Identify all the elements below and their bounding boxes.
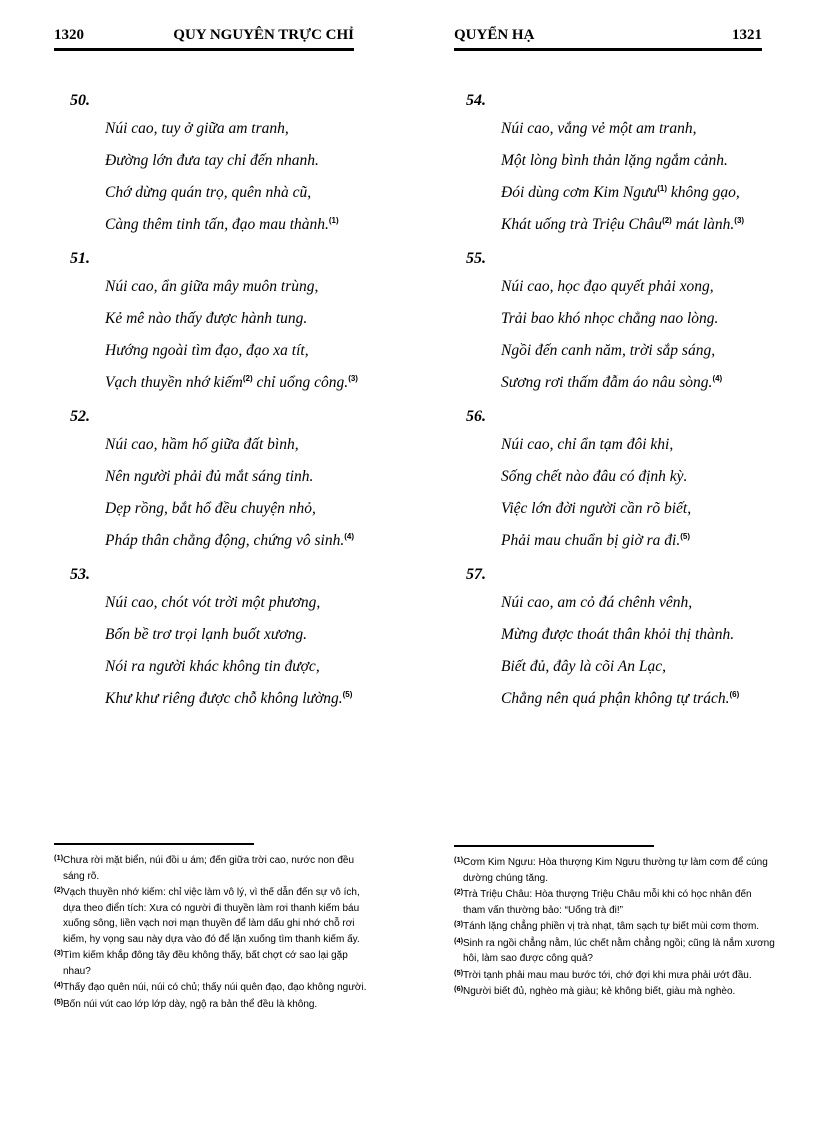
footnote bbox=[454, 919, 776, 935]
left-footnote-rule bbox=[54, 843, 254, 845]
verse-line bbox=[105, 429, 388, 461]
verse-text: Đói dùng cơm Kim Ngưu bbox=[501, 184, 658, 201]
verse-text: Phải mau chuẩn bị giờ ra đi. bbox=[501, 532, 681, 549]
footnote-mark: (1) bbox=[454, 855, 464, 864]
right-page bbox=[408, 0, 816, 1123]
left-footnotes bbox=[54, 853, 368, 1013]
verse-text: Núi cao, chỉ ẩn tạm đôi khi, bbox=[501, 436, 674, 453]
poem-number: 51. bbox=[70, 250, 90, 267]
verse-line bbox=[501, 651, 796, 683]
verse-text: Hướng ngoài tìm đạo, đạo xa tít, bbox=[105, 342, 309, 359]
verse-line bbox=[105, 461, 388, 493]
left-poems bbox=[70, 88, 388, 720]
verse-line bbox=[105, 619, 388, 651]
verse-text: Núi cao, vắng vẻ một am tranh, bbox=[501, 120, 697, 137]
verse-text: Càng thêm tinh tấn, đạo mau thành. bbox=[105, 216, 329, 233]
verse-line bbox=[501, 525, 796, 557]
poem-block bbox=[466, 562, 796, 715]
verse-text: không gạo, bbox=[667, 184, 740, 201]
poem-block bbox=[70, 246, 388, 399]
verse-line bbox=[105, 271, 388, 303]
verse-text: Sương rơi thấm đẫm áo nâu sòng. bbox=[501, 374, 713, 391]
footnote-ref: (2) bbox=[662, 215, 672, 225]
footnote-text: Thấy đạo quên núi, núi có chủ; thấy núi quên đạo, đạo không người. bbox=[63, 982, 367, 993]
verse-line bbox=[501, 493, 796, 525]
poem-number: 50. bbox=[70, 92, 90, 109]
right-poems bbox=[466, 88, 796, 720]
footnote-text: Chưa rời mặt biển, núi đồi u ám; đến giữa trời cao, nước non đều sáng rõ. bbox=[63, 855, 355, 882]
verse-text: Bốn bề trơ trọi lạnh buốt xương. bbox=[105, 626, 307, 643]
footnote-text: Trà Triệu Châu: Hòa thượng Triệu Châu mỗi khi có học nhân đến tham vấn thường bảo: “Uống trà đi!” bbox=[463, 889, 752, 916]
verse-line bbox=[501, 177, 796, 209]
footnote bbox=[54, 980, 368, 996]
footnote-text: Vạch thuyền nhớ kiếm: chỉ việc làm vô lý, vì thế dẫn đến sự vô ích, dựa theo điển tích: Xưa có người đi thuyền làm rơi thanh kiếm báu xuống sông, liền vạch nơi mạn thuyền để làm dấu ghi nhớ chỗ rơi kiếm, hy vọng sau này dựa vào đó để lặn xuống tìm thanh kiếm ấy. bbox=[63, 887, 360, 945]
left-running-title: QUY NGUYÊN TRỰC CHỈ bbox=[173, 27, 354, 43]
footnote bbox=[54, 997, 368, 1013]
verse-text: mát lành. bbox=[671, 216, 735, 233]
footnote-ref: (1) bbox=[328, 215, 339, 225]
verse-text: Núi cao, ẩn giữa mây muôn trùng, bbox=[105, 278, 319, 295]
footnote-ref: (4) bbox=[344, 531, 354, 541]
verse-text: Nói ra người khác không tin được, bbox=[105, 658, 320, 675]
verse-line bbox=[105, 303, 388, 335]
footnote-mark: (4) bbox=[454, 935, 464, 945]
footnote-ref: (4) bbox=[712, 373, 723, 383]
poem-block bbox=[70, 88, 388, 241]
footnote-ref: (5) bbox=[680, 531, 690, 541]
right-page-header bbox=[454, 24, 762, 48]
footnote-text: Sinh ra ngồi chẳng nằm, lúc chết nằm chẳng ngồi; cũng là nắm xương hôi, làm sao được công quả? bbox=[463, 937, 775, 964]
footnote-text: Bốn núi vút cao lớp lớp dày, ngộ ra bản thể đều là không. bbox=[63, 998, 318, 1010]
footnote bbox=[454, 968, 776, 984]
verse-line bbox=[501, 367, 796, 399]
footnote-mark: (3) bbox=[454, 919, 464, 928]
footnote bbox=[454, 887, 776, 918]
verse-line bbox=[105, 335, 388, 367]
verse-line bbox=[105, 493, 388, 525]
left-page-number: 1320 bbox=[54, 27, 84, 43]
footnote-mark: (5) bbox=[54, 996, 64, 1006]
verse-line bbox=[501, 461, 796, 493]
verse-line bbox=[105, 683, 388, 715]
verse-line bbox=[501, 271, 796, 303]
footnote-text: Người biết đủ, nghèo mà giàu; kẻ không biết, giàu mà nghèo. bbox=[463, 986, 736, 997]
footnote-ref: (3) bbox=[348, 373, 358, 383]
verse-text: Kẻ mê nào thấy được hành tung. bbox=[105, 310, 308, 327]
verse-line bbox=[105, 525, 388, 557]
footnote-mark: (2) bbox=[54, 885, 64, 894]
right-footnotes bbox=[454, 855, 776, 1001]
verse-text: Chẳng nên quá phận không tự trách. bbox=[501, 690, 730, 707]
verse-line bbox=[105, 651, 388, 683]
right-page-number: 1321 bbox=[732, 27, 762, 43]
verse-text: Khư khư riêng được chỗ không lường. bbox=[105, 690, 343, 707]
poem-number: 53. bbox=[70, 566, 90, 583]
poem-block bbox=[466, 404, 796, 557]
left-header-rule bbox=[54, 48, 354, 51]
footnote-ref: (6) bbox=[729, 689, 740, 699]
verse-line bbox=[105, 177, 388, 209]
footnote-text: Cơm Kim Ngưu: Hòa thượng Kim Ngưu thường tự làm cơm để cúng dường chúng tăng. bbox=[463, 857, 768, 884]
verse-text: Biết đủ, đây là cõi An Lạc, bbox=[501, 658, 667, 675]
verse-text: Trải bao khó nhọc chẳng nao lòng. bbox=[501, 310, 719, 327]
verse-text: Ngồi đến canh năm, trời sắp sáng, bbox=[501, 342, 716, 359]
poem-block bbox=[70, 562, 388, 715]
verse-line bbox=[501, 209, 796, 241]
verse-line bbox=[501, 145, 796, 177]
verse-line bbox=[501, 335, 796, 367]
verse-line bbox=[501, 303, 796, 335]
verse-text: Dẹp rồng, bắt hổ đều chuyện nhỏ, bbox=[105, 500, 316, 517]
left-page-header bbox=[54, 24, 354, 48]
verse-text: Núi cao, tuy ở giữa am tranh, bbox=[105, 120, 289, 137]
footnote bbox=[54, 885, 368, 947]
footnote-mark: (6) bbox=[454, 984, 464, 993]
verse-text: Chớ dừng quán trọ, quên nhà cũ, bbox=[105, 184, 312, 201]
verse-text: Núi cao, chót vót trời một phương, bbox=[105, 594, 321, 611]
verse-text: Một lòng bình thản lặng ngắm cảnh. bbox=[501, 152, 728, 169]
verse-line bbox=[105, 145, 388, 177]
right-footnote-rule bbox=[454, 845, 654, 847]
footnote-text: Trời tạnh phải mau mau bước tới, chớ đợi khi mưa phải ướt đầu. bbox=[463, 969, 752, 981]
poem-block bbox=[466, 246, 796, 399]
verse-text: Sống chết nào đâu có định kỳ. bbox=[501, 468, 688, 485]
footnote-ref: (1) bbox=[657, 183, 668, 193]
verse-line bbox=[105, 209, 388, 241]
footnote-ref: (5) bbox=[342, 689, 353, 699]
poem-number: 54. bbox=[466, 92, 486, 109]
verse-line bbox=[501, 587, 796, 619]
footnote-mark: (1) bbox=[54, 853, 64, 862]
verse-text: Đường lớn đưa tay chỉ đến nhanh. bbox=[105, 152, 319, 169]
footnote bbox=[454, 984, 776, 1000]
right-running-title: QUYỂN HẠ bbox=[454, 27, 535, 43]
verse-text: Núi cao, học đạo quyết phải xong, bbox=[501, 278, 714, 295]
footnote-mark: (3) bbox=[54, 948, 64, 957]
footnote-mark: (2) bbox=[454, 887, 464, 896]
verse-text: Vạch thuyền nhớ kiếm bbox=[105, 374, 243, 391]
verse-text: Pháp thân chẳng động, chứng vô sinh. bbox=[105, 532, 345, 549]
poem-block bbox=[70, 404, 388, 557]
poem-number: 56. bbox=[466, 408, 486, 425]
right-header-rule bbox=[454, 48, 762, 51]
footnote-mark: (4) bbox=[54, 980, 64, 989]
footnote bbox=[54, 853, 368, 884]
poem-number: 52. bbox=[70, 408, 90, 425]
footnote-text: Tìm kiếm khắp đông tây đều không thấy, bất chợt cớ sao lại gặp nhau? bbox=[63, 950, 348, 977]
footnote bbox=[454, 936, 776, 967]
verse-line bbox=[105, 587, 388, 619]
footnote-text: Tánh lặng chẳng phiền vị trà nhạt, tâm sạch tự biết mùi cơm thơm. bbox=[463, 921, 760, 932]
verse-line bbox=[105, 113, 388, 145]
footnote-ref: (3) bbox=[734, 215, 745, 225]
footnote-ref: (2) bbox=[242, 373, 253, 383]
footnote bbox=[54, 948, 368, 979]
verse-text: Khát uống trà Triệu Châu bbox=[501, 216, 663, 233]
verse-text: chỉ uổng công. bbox=[252, 374, 349, 391]
footnote-mark: (5) bbox=[454, 967, 464, 977]
footnote bbox=[454, 855, 776, 886]
poem-number: 55. bbox=[466, 250, 486, 267]
poem-block bbox=[466, 88, 796, 241]
verse-line bbox=[501, 619, 796, 651]
verse-text: Núi cao, am cỏ đá chênh vênh, bbox=[501, 594, 693, 611]
verse-text: Mừng được thoát thân khỏi thị thành. bbox=[501, 626, 735, 643]
verse-text: Việc lớn đời người cần rõ biết, bbox=[501, 500, 692, 517]
verse-line bbox=[105, 367, 388, 399]
verse-line bbox=[501, 683, 796, 715]
verse-line bbox=[501, 113, 796, 145]
verse-line bbox=[501, 429, 796, 461]
verse-text: Nên người phải đủ mắt sáng tinh. bbox=[105, 468, 314, 485]
poem-number: 57. bbox=[466, 566, 486, 583]
verse-text: Núi cao, hầm hố giữa đất bình, bbox=[105, 436, 299, 453]
